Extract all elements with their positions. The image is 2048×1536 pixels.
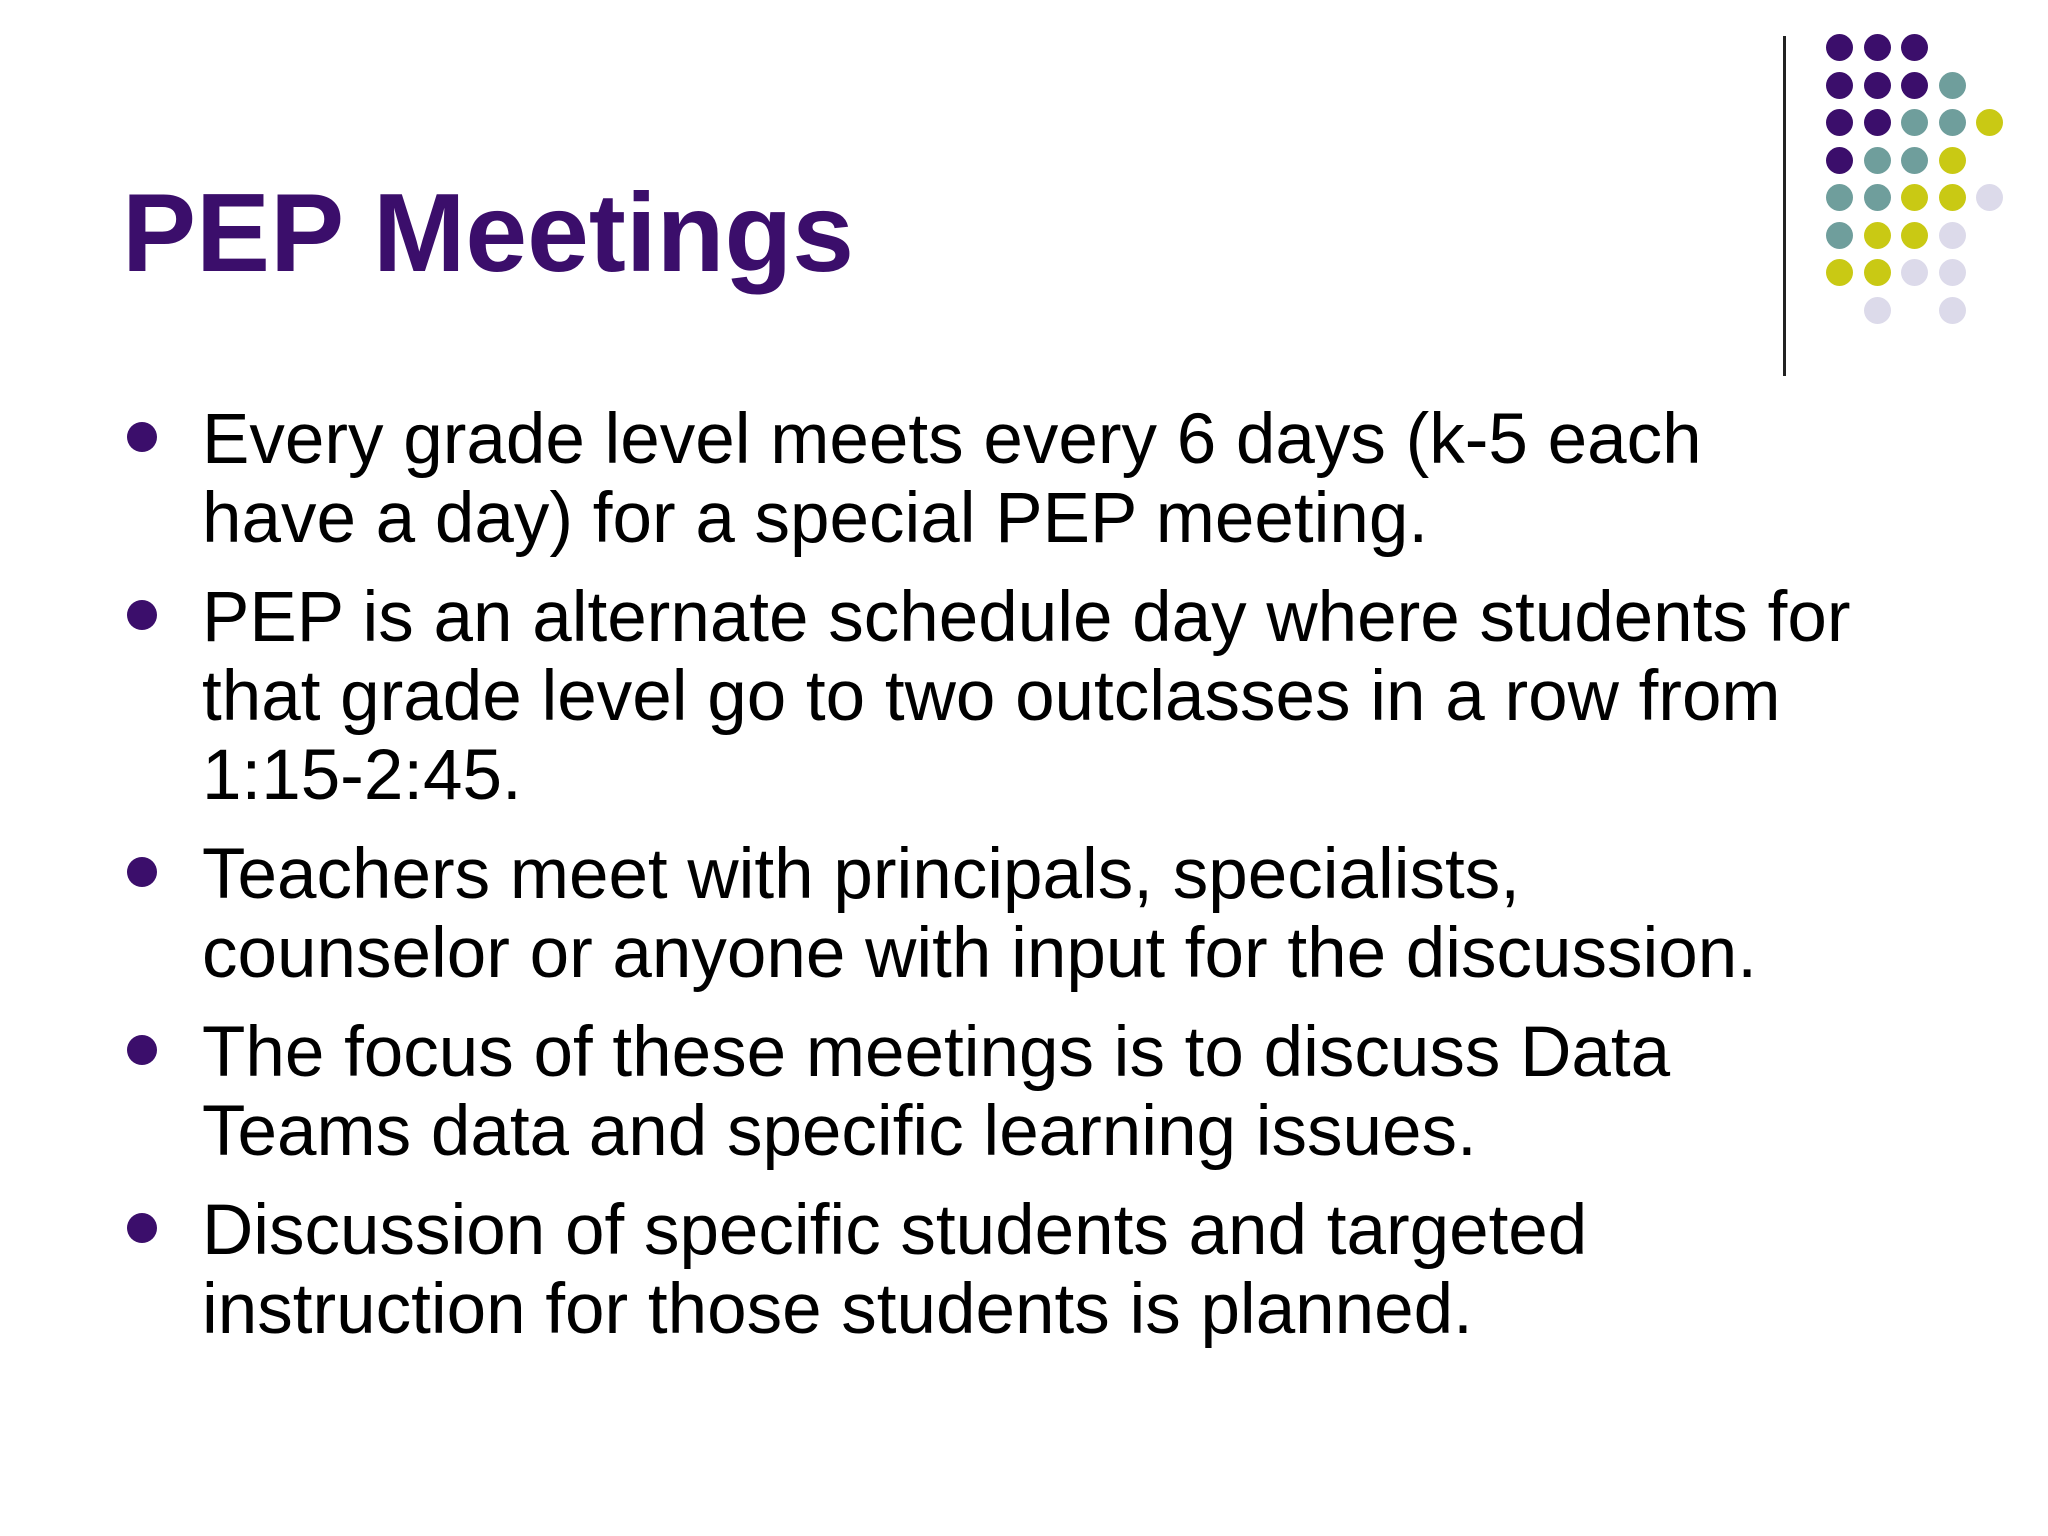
bullet-icon bbox=[127, 600, 157, 630]
decorative-dot bbox=[1864, 222, 1891, 249]
slide-title: PEP Meetings bbox=[122, 171, 855, 295]
bullet-icon bbox=[127, 1035, 157, 1065]
bullet-line: Discussion of specific students and targeted bbox=[202, 1191, 1588, 1270]
bullet-line: Teachers meet with principals, specialists, bbox=[202, 835, 1520, 914]
bullet-line: instruction for those students is planned. bbox=[202, 1270, 1473, 1349]
bullet-item bbox=[122, 578, 1952, 815]
decorative-dot bbox=[1864, 259, 1891, 286]
bullet-item bbox=[122, 1191, 1952, 1349]
decorative-dot bbox=[1901, 109, 1928, 136]
decorative-dot bbox=[1826, 34, 1853, 61]
decorative-dot bbox=[1939, 109, 1966, 136]
decorative-dot bbox=[1864, 34, 1891, 61]
bullet-item bbox=[122, 835, 1952, 993]
decorative-dot bbox=[1939, 147, 1966, 174]
bullet-line: that grade level go to two outclasses in a row from bbox=[202, 657, 1781, 736]
bullet-icon bbox=[127, 1213, 157, 1243]
decorative-dot bbox=[1864, 297, 1891, 324]
bullet-line: Teams data and specific learning issues. bbox=[202, 1092, 1477, 1171]
decorative-dot bbox=[1826, 72, 1853, 99]
decorative-dot bbox=[1939, 259, 1966, 286]
bullet-item bbox=[122, 1013, 1952, 1171]
bullet-line: The focus of these meetings is to discuss Data bbox=[202, 1013, 1671, 1092]
bullet-icon bbox=[127, 857, 157, 887]
decorative-dot bbox=[1826, 147, 1853, 174]
decorative-dot bbox=[1901, 147, 1928, 174]
bullet-list bbox=[122, 400, 1952, 1369]
decorative-dot bbox=[1939, 72, 1966, 99]
bullet-item bbox=[122, 400, 1952, 558]
decorative-dot bbox=[1826, 222, 1853, 249]
bullet-line: PEP is an alternate schedule day where students for bbox=[202, 578, 1851, 657]
vertical-divider-line bbox=[1783, 36, 1786, 376]
decorative-dot bbox=[1976, 109, 2003, 136]
decorative-dot bbox=[1864, 184, 1891, 211]
decorative-dot bbox=[1901, 222, 1928, 249]
decorative-dot bbox=[1901, 34, 1928, 61]
bullet-line: have a day) for a special PEP meeting. bbox=[202, 479, 1429, 558]
decorative-dot bbox=[1939, 184, 1966, 211]
decorative-dot bbox=[1901, 184, 1928, 211]
decorative-dot bbox=[1826, 259, 1853, 286]
decorative-dot bbox=[1826, 109, 1853, 136]
decorative-dot bbox=[1901, 259, 1928, 286]
bullet-icon bbox=[127, 422, 157, 452]
decorative-dot bbox=[1939, 222, 1966, 249]
decorative-dot bbox=[1939, 297, 1966, 324]
decorative-dot bbox=[1976, 184, 2003, 211]
decorative-dot bbox=[1864, 147, 1891, 174]
bullet-line: 1:15-2:45. bbox=[202, 736, 522, 815]
decorative-dot bbox=[1826, 184, 1853, 211]
bullet-line: counselor or anyone with input for the discussion. bbox=[202, 914, 1757, 993]
decorative-dot bbox=[1901, 72, 1928, 99]
decorative-dot bbox=[1864, 109, 1891, 136]
bullet-line: Every grade level meets every 6 days (k-5 each bbox=[202, 400, 1702, 479]
decorative-dot bbox=[1864, 72, 1891, 99]
